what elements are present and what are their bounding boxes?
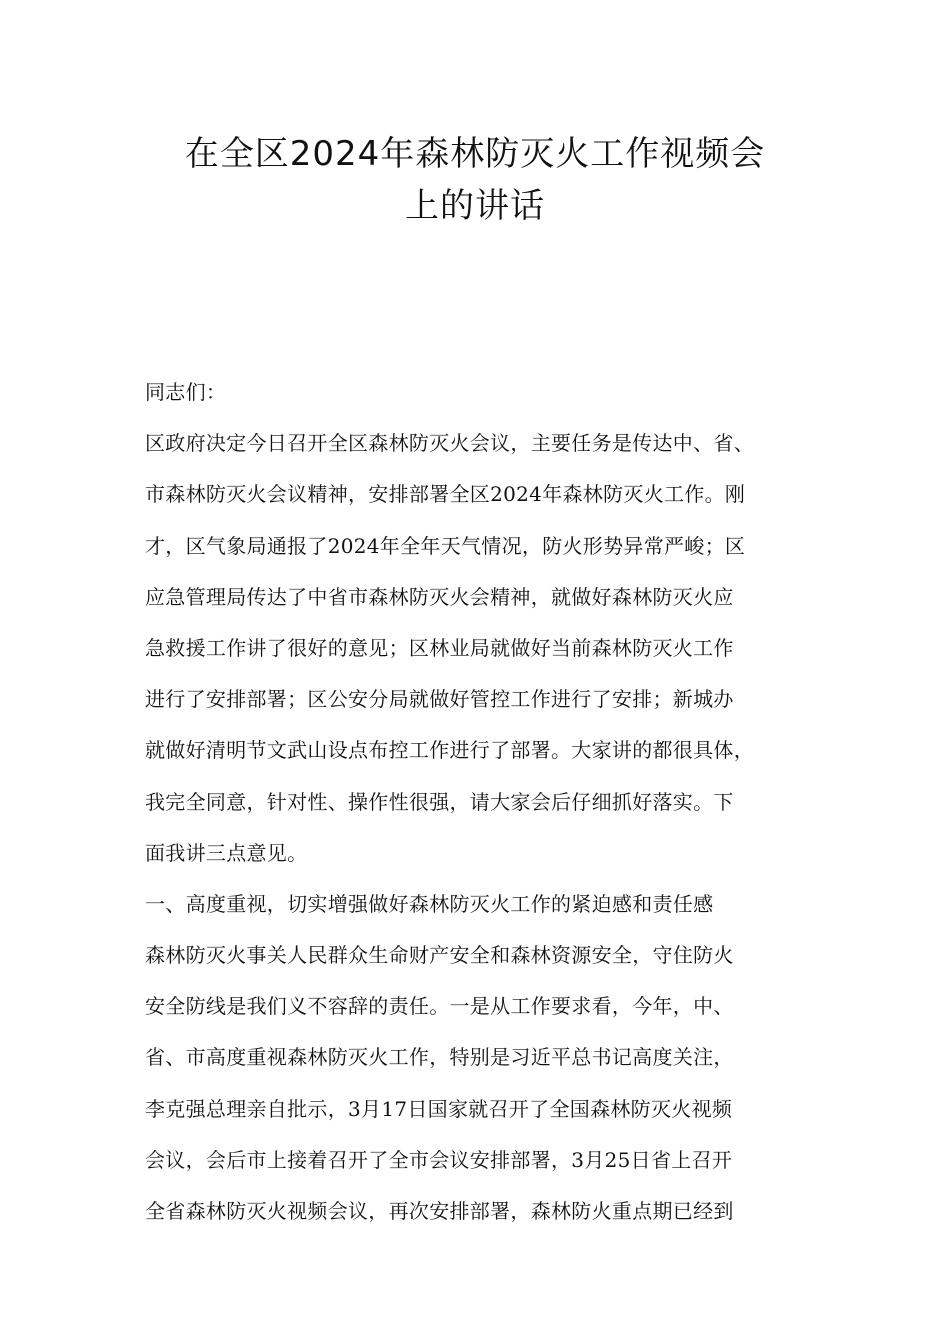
paragraph-line: 市森林防灭火会议精神，安排部署全区2024年森林防灭火工作。刚 [145, 482, 746, 507]
paragraph-line: 面我讲三点意见。 [145, 840, 308, 865]
paragraph-line: 急救援工作讲了很好的意见；区林业局就做好当前森林防灭火工作 [145, 635, 734, 660]
title-line-2: 上的讲话 [405, 186, 545, 226]
paragraph-line: 全省森林防灭火视频会议，再次安排部署，森林防火重点期已经到 [145, 1199, 734, 1223]
paragraph-line: 进行了安排部署；区公安分局就做好管控工作进行了安排；新城办 [145, 687, 734, 712]
paragraph-line: 区政府决定今日召开全区森林防灭火会议，主要任务是传达中、省、 [145, 431, 754, 456]
title-line-1: 在全区2024年森林防灭火工作视频会 [184, 134, 766, 174]
section-heading: 一、高度重视，切实增强做好森林防灭火工作的紧迫感和责任感 [145, 891, 714, 916]
paragraph-line: 就做好清明节文武山设点布控工作进行了部署。大家讲的都很具体， [145, 738, 754, 763]
document-body [145, 380, 835, 1250]
document-title [100, 128, 850, 232]
paragraph-line: 应急管理局传达了中省市森林防灭火会精神，就做好森林防灭火应 [145, 584, 734, 609]
paragraph-line: 安全防线是我们义不容辞的责任。一是从工作要求看，今年，中、 [145, 994, 734, 1019]
paragraph-line: 森林防灭火事关人民群众生命财产安全和森林资源安全，守住防火 [145, 943, 734, 968]
paragraph-line: 省、市高度重视森林防灭火工作，特别是习近平总书记高度关注， [145, 1045, 734, 1070]
salutation: 同志们： [145, 380, 227, 404]
paragraph-line: 李克强总理亲自批示，3月17日国家就召开了全国森林防灭火视频 [145, 1096, 733, 1121]
paragraph-line: 会议，会后市上接着召开了全市会议安排部署，3月25日省上召开 [145, 1147, 733, 1172]
paragraph-line: 才，区气象局通报了2024年全年天气情况，防火形势异常严峻；区 [145, 533, 746, 558]
paragraph-line: 我完全同意，针对性、操作性很强，请大家会后仔细抓好落实。下 [145, 789, 734, 814]
